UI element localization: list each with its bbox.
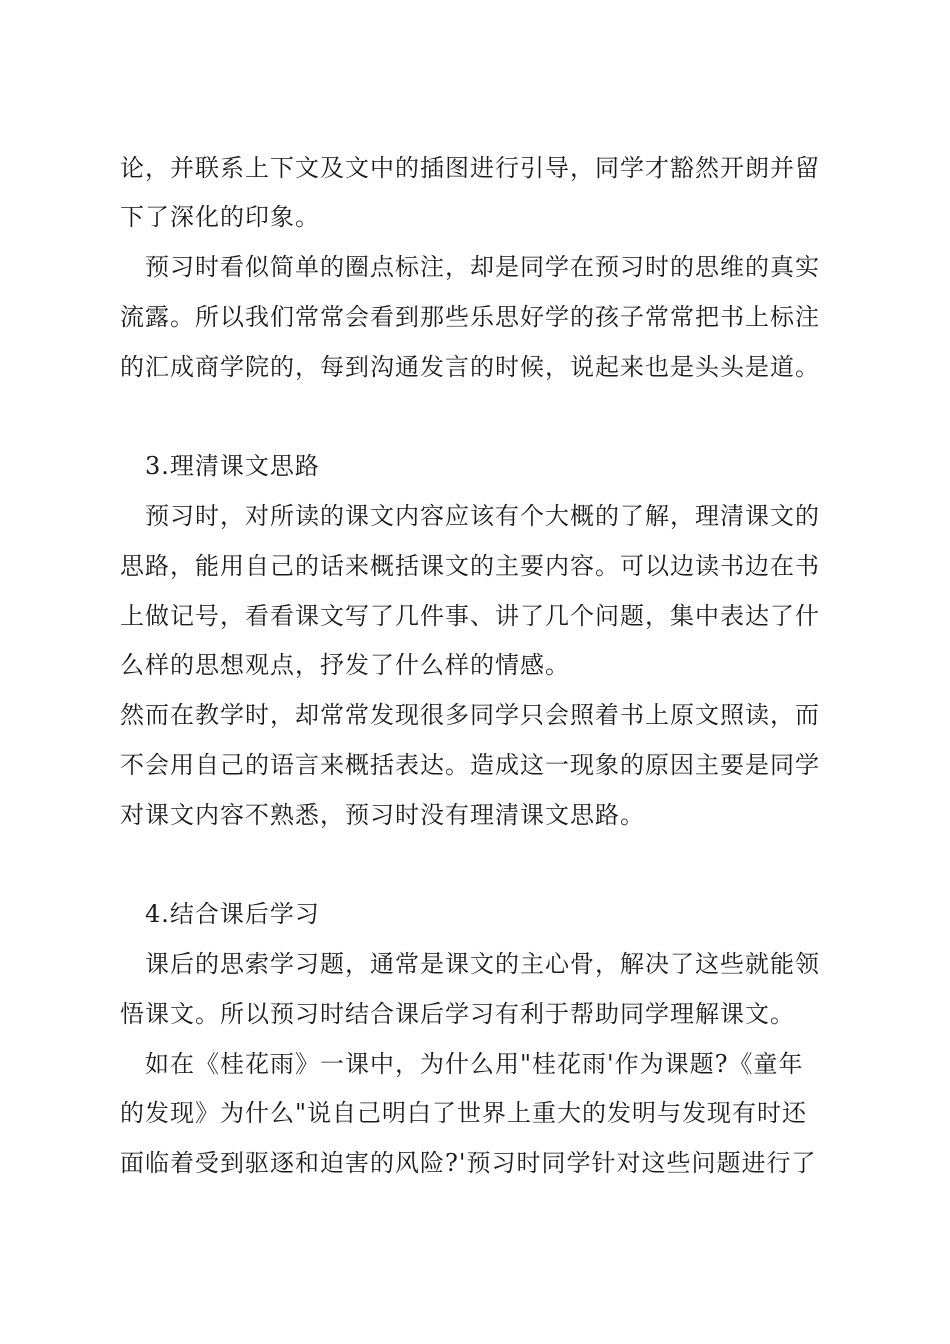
paragraph-line: 的汇成商学院的，每到沟通发言的时候，说起来也是头头是道。 [120,353,820,381]
paragraph-line: 预习时看似简单的圈点标注，却是同学在预习时的思维的真实 [145,253,820,281]
paragraph-line: 的发现》为什么"说自己明白了世界上重大的发明与发现有时还 [120,1099,808,1127]
paragraph-line: 上做记号，看看课文写了几件事、讲了几个问题，集中表达了什 [120,602,820,630]
paragraph-line: 对课文内容不熟悉，预习时没有理清课文思路。 [120,801,645,829]
paragraph-line: 悟课文。所以预习时结合课后学习有利于帮助同学理解课文。 [120,1000,795,1028]
paragraph-line: 如在《桂花雨》一课中，为什么用"桂花雨'作为课题?《童年 [145,1050,804,1078]
paragraph-line: 么样的思想观点，抒发了什么样的情感。 [120,651,570,679]
paragraph-line: 思路，能用自己的话来概括课文的主要内容。可以边读书边在书 [120,552,820,580]
paragraph-line: 论，并联系上下文及文中的插图进行引导，同学才豁然开朗并留 [120,154,820,182]
paragraph-line: 面临着受到驱逐和迫害的风险?'预习时同学针对这些问题进行了 [120,1149,817,1177]
paragraph-line: 下了深化的印象。 [120,203,320,231]
section-heading: 4.结合课后学习 [145,900,320,928]
paragraph-line: 流露。所以我们常常会看到那些乐思好学的孩子常常把书上标注 [120,303,820,331]
paragraph-line: 然而在教学时，却常常发现很多同学只会照着书上原文照读，而 [120,701,820,729]
paragraph-line: 不会用自己的语言来概括表达。造成这一现象的原因主要是同学 [120,751,820,779]
section-heading: 3.理清课文思路 [145,452,320,480]
paragraph-line: 课后的思索学习题，通常是课文的主心骨，解决了这些就能领 [145,950,820,978]
paragraph-line: 预习时，对所读的课文内容应该有个大概的了解，理清课文的 [145,502,820,530]
